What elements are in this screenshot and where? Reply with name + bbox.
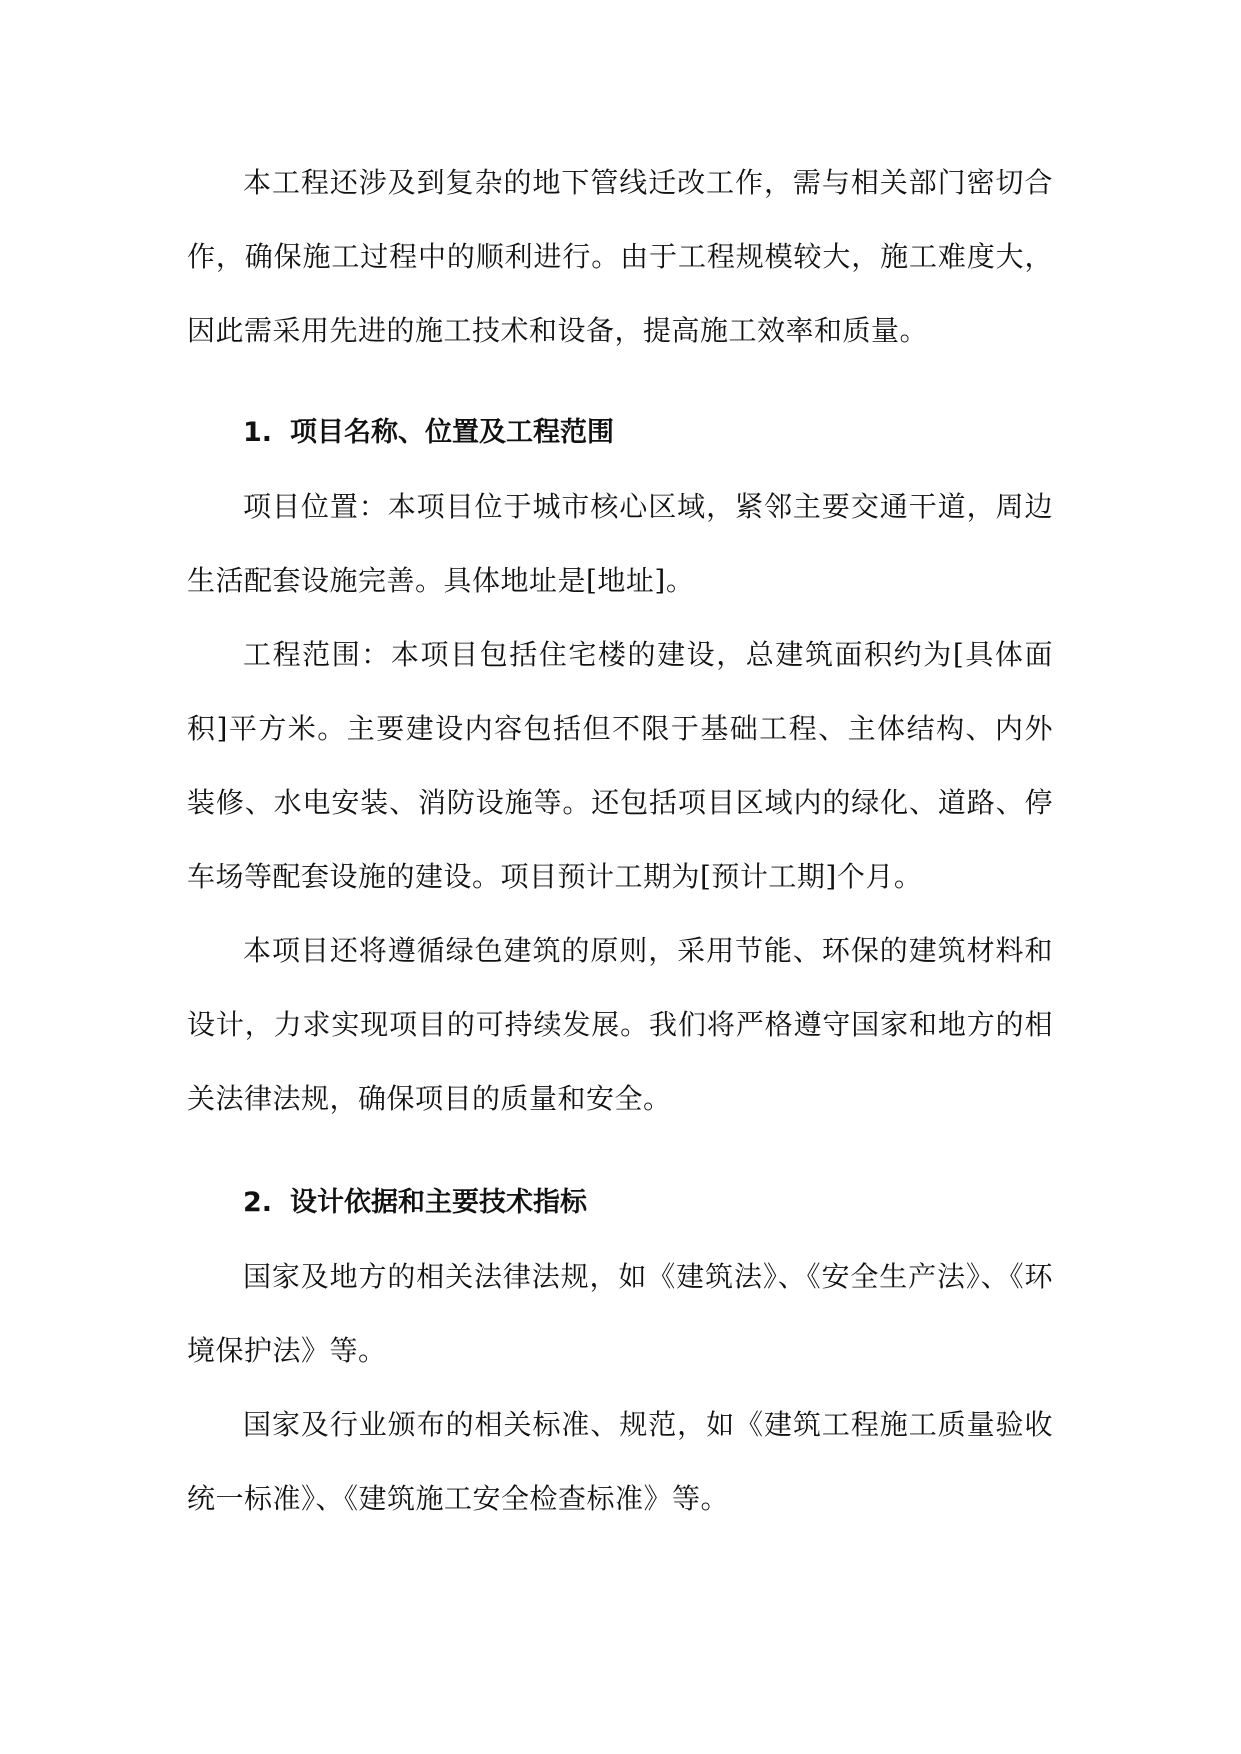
- section-2-paragraph-standards: 国家及行业颁布的相关标准、规范，如《建筑工程施工质量验收统一标准》、《建筑施工安全检查标准》等。: [187, 1408, 1053, 1515]
- section-1-heading: [187, 396, 1053, 470]
- section-2-paragraph-laws: 国家及地方的相关法律法规，如《建筑法》、《安全生产法》、《环境保护法》等。: [187, 1260, 1053, 1367]
- document-body: [187, 146, 1053, 1536]
- section-1-paragraph-scope: 工程范围：本项目包括住宅楼的建设，总建筑面积约为[具体面积]平方米。主要建设内容包括但不限于基础工程、主体结构、内外装修、水电安装、消防设施等。还包括项目区域内的绿化、道路、停车场等配套设施的建设。项目预计工期为[预计工期]个月。: [187, 638, 1053, 893]
- section-2-number: 2.: [243, 1187, 273, 1218]
- section-1-number: 1.: [243, 417, 273, 448]
- section-2-heading: [187, 1166, 1053, 1240]
- intro-paragraph: 本工程还涉及到复杂的地下管线迁改工作，需与相关部门密切合作，确保施工过程中的顺利进行。由于工程规模较大，施工难度大，因此需采用先进的施工技术和设备，提高施工效率和质量。: [187, 166, 1053, 347]
- section-2-title: 设计依据和主要技术指标: [290, 1187, 588, 1218]
- section-1-title: 项目名称、位置及工程范围: [290, 417, 615, 448]
- section-1-paragraph-location: 项目位置：本项目位于城市核心区域，紧邻主要交通干道，周边生活配套设施完善。具体地址是[地址]。: [187, 490, 1053, 597]
- section-1-paragraph-green: 本项目还将遵循绿色建筑的原则，采用节能、环保的建筑材料和设计，力求实现项目的可持续发展。我们将严格遵守国家和地方的相关法律法规，确保项目的质量和安全。: [187, 934, 1053, 1115]
